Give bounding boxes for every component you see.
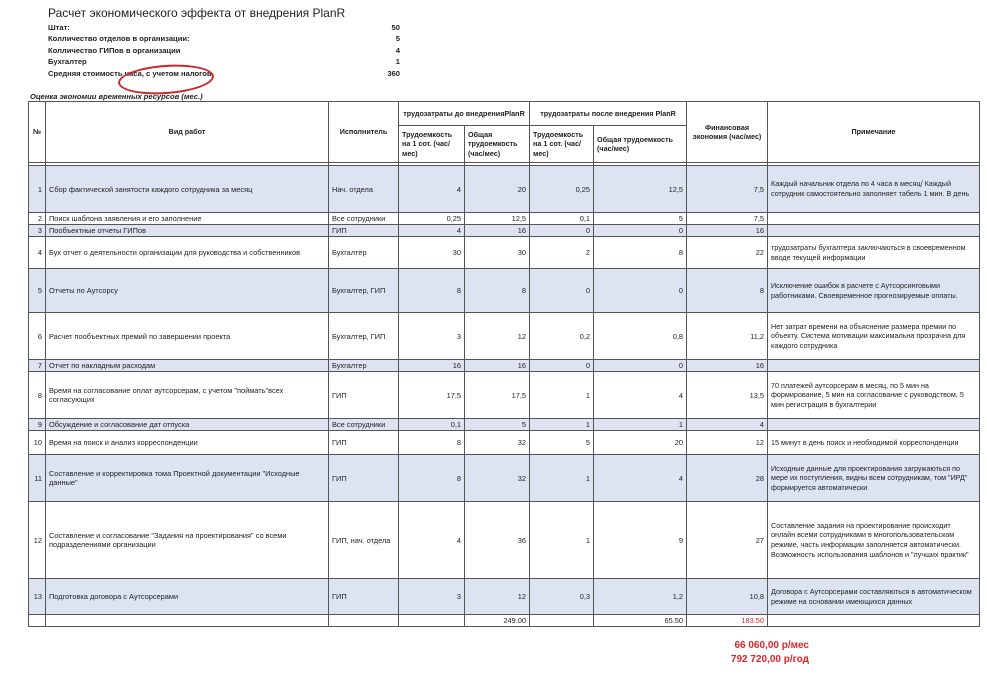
- row-work: Время на поиск и анализ корреспонденции: [46, 431, 329, 455]
- row-work: Сбор фактической занятости каждого сотрудника за месяц: [46, 166, 329, 213]
- row-savings: 8: [687, 269, 768, 313]
- row-executor: ГИП, нач. отдела: [329, 502, 399, 579]
- row-note: 15 минут в день поиск и необходимой корреспонденции: [768, 431, 980, 455]
- summary-value: 5: [395, 34, 400, 44]
- row-savings: 13,5: [687, 372, 768, 419]
- row-after-total: 20: [594, 431, 687, 455]
- row-after-total: 0: [594, 360, 687, 372]
- monthly-savings: 66 060,00 р/мес: [734, 640, 809, 651]
- table-subtitle: Оценка экономии временных ресурсов (мес.): [30, 92, 203, 101]
- header-savings: Финансовая экономия (час/мес): [687, 102, 768, 163]
- row-work: Обсуждение и согласование дат отпуска: [46, 419, 329, 431]
- row-note: Нет затрат времени на объяснение размера премии по объекту. Система мотивации максимальна прозрачна для каждого сотрудника: [768, 313, 980, 360]
- summary-label: Колличество ГИПов в организации: [48, 45, 181, 55]
- row-executor: ГИП: [329, 431, 399, 455]
- row-before-total: 16: [465, 360, 530, 372]
- row-executor: Все сотрудники: [329, 419, 399, 431]
- header-before-unit: Трудоемкость на 1 сот. (час/мес): [399, 126, 465, 163]
- row-after-unit: 0: [530, 360, 594, 372]
- total-before: 249.00: [465, 615, 530, 627]
- row-before-total: 32: [465, 431, 530, 455]
- row-after-unit: 0,3: [530, 579, 594, 615]
- row-after-unit: 0: [530, 225, 594, 237]
- row-work: Составление и корректировка тома Проектной документации "Исходные данные": [46, 455, 329, 502]
- row-before-total: 5: [465, 419, 530, 431]
- table-row: [29, 431, 980, 455]
- header-executor: Исполнитель: [329, 102, 399, 163]
- row-work: Подготовка договора с Аутсорсерами: [46, 579, 329, 615]
- row-number: 1: [29, 166, 46, 213]
- summary-value: 360: [387, 68, 400, 78]
- header-after-total: Общая трудоемкость (час/мес): [594, 126, 687, 163]
- row-after-total: 5: [594, 213, 687, 225]
- row-note: трудозатраты бухгалтера заключаються в своевременном вводе текущей информации: [768, 237, 980, 269]
- row-after-total: 4: [594, 372, 687, 419]
- row-executor: Все сотрудники: [329, 213, 399, 225]
- row-before-unit: 4: [399, 225, 465, 237]
- row-note: 70 платежей аутсорсерам в месяц, по 5 мин на формирование, 5 мин на согласование с руководством, 5 мин регистрация в бухгалтерии: [768, 372, 980, 419]
- row-savings: 11,2: [687, 313, 768, 360]
- row-before-total: 30: [465, 237, 530, 269]
- row-executor: Бухгалтер, ГИП: [329, 313, 399, 360]
- row-before-total: 12: [465, 313, 530, 360]
- total-after: 65.50: [594, 615, 687, 627]
- total-savings: 183.50: [687, 615, 768, 627]
- row-executor: ГИП: [329, 455, 399, 502]
- row-after-unit: 0,1: [530, 213, 594, 225]
- row-savings: 16: [687, 225, 768, 237]
- row-number: 5: [29, 269, 46, 313]
- row-savings: 16: [687, 360, 768, 372]
- row-after-total: 0,8: [594, 313, 687, 360]
- row-number: 13: [29, 579, 46, 615]
- summary-block: [48, 22, 400, 79]
- table-row: [29, 269, 980, 313]
- row-before-total: 36: [465, 502, 530, 579]
- summary-row-hour-cost: [48, 68, 400, 79]
- row-executor: ГИП: [329, 372, 399, 419]
- row-after-unit: 1: [530, 455, 594, 502]
- row-number: 11: [29, 455, 46, 502]
- row-after-total: 0: [594, 269, 687, 313]
- table-row: [29, 213, 980, 225]
- table-row: [29, 455, 980, 502]
- row-executor: ГИП: [329, 579, 399, 615]
- row-after-unit: 2: [530, 237, 594, 269]
- table-row: [29, 237, 980, 269]
- summary-label: Штат:: [48, 23, 70, 32]
- summary-row-accountant: [48, 56, 400, 67]
- row-before-total: 32: [465, 455, 530, 502]
- row-number: 6: [29, 313, 46, 360]
- header-before-total: Общая трудоемкость (час/мес): [465, 126, 530, 163]
- table-row: [29, 419, 980, 431]
- row-after-total: 0: [594, 225, 687, 237]
- row-after-unit: 1: [530, 502, 594, 579]
- row-work: Отчеты по Аутсорсу: [46, 269, 329, 313]
- row-savings: 7,5: [687, 166, 768, 213]
- row-before-unit: 30: [399, 237, 465, 269]
- row-savings: 27: [687, 502, 768, 579]
- row-after-unit: 1: [530, 372, 594, 419]
- yearly-savings: 792 720,00 р/год: [730, 654, 809, 665]
- row-executor: Нач. отдела: [329, 166, 399, 213]
- header-num: №: [29, 102, 46, 163]
- row-after-unit: 1: [530, 419, 594, 431]
- summary-value: 4: [395, 45, 400, 55]
- row-before-unit: 3: [399, 313, 465, 360]
- row-after-unit: 0: [530, 269, 594, 313]
- row-after-total: 12,5: [594, 166, 687, 213]
- row-note: Исключение ошибок в расчете с Аутсорсинговыми работниками. Своевременное прогнозируемые оплаты.: [768, 269, 980, 313]
- row-after-unit: 5: [530, 431, 594, 455]
- row-note: [768, 419, 980, 431]
- header-after-unit: Трудоемкость на 1 сот. (час/мес): [530, 126, 594, 163]
- row-after-unit: 0,25: [530, 166, 594, 213]
- row-work: Время на согласование оплат аутсорсерам, с учетом "поймать"всех согласующих: [46, 372, 329, 419]
- row-before-total: 12: [465, 579, 530, 615]
- row-number: 10: [29, 431, 46, 455]
- row-before-unit: 16: [399, 360, 465, 372]
- row-note: Договора с Аутсорсерами составляються в автоматическом режиме на основании имеющихся данных: [768, 579, 980, 615]
- summary-value: 50: [391, 23, 400, 32]
- row-before-total: 8: [465, 269, 530, 313]
- header-before-group: трудозатраты до внедренияPlanR: [399, 102, 530, 126]
- table-row: [29, 225, 980, 237]
- table-row: [29, 313, 980, 360]
- row-before-total: 17,5: [465, 372, 530, 419]
- row-before-total: 20: [465, 166, 530, 213]
- row-number: 2: [29, 213, 46, 225]
- row-work: Поиск шаблона заявления и его заполнение: [46, 213, 329, 225]
- row-after-total: 8: [594, 237, 687, 269]
- row-savings: 12: [687, 431, 768, 455]
- summary-row-departments: [48, 33, 400, 44]
- row-work: Пообъектные отчеты ГИПов: [46, 225, 329, 237]
- row-note: Каждый начальник отдела по 4 часа в месяц/ Каждый сотрудник самостоятельно заполняет табель 1 мин. В день: [768, 166, 980, 213]
- row-before-unit: 17,5: [399, 372, 465, 419]
- row-before-total: 16: [465, 225, 530, 237]
- row-savings: 28: [687, 455, 768, 502]
- row-executor: Бухгалтер: [329, 237, 399, 269]
- row-savings: 10,8: [687, 579, 768, 615]
- summary-row-staff: [48, 22, 400, 33]
- row-before-unit: 4: [399, 166, 465, 213]
- row-note: [768, 213, 980, 225]
- table-row: [29, 166, 980, 213]
- row-note: Составление задания на проектирование происходит онлайн всеми сотрудниками в многопользовательском режиме, часть информации заполняется автоматически. Возможность использования шаблонов и "лучших практик": [768, 502, 980, 579]
- row-note: [768, 360, 980, 372]
- table-row: [29, 502, 980, 579]
- summary-value: 1: [395, 57, 400, 67]
- row-note: [768, 225, 980, 237]
- row-after-total: 1: [594, 419, 687, 431]
- row-before-unit: 3: [399, 579, 465, 615]
- row-executor: Бухгалтер, ГИП: [329, 269, 399, 313]
- summary-label: Бухгалтер: [48, 57, 87, 67]
- row-number: 12: [29, 502, 46, 579]
- row-savings: 7,5: [687, 213, 768, 225]
- header-note: Примечание: [768, 102, 980, 163]
- row-before-unit: 8: [399, 431, 465, 455]
- row-work: Составление и согласование "Задания на проектирования" со всеми подразделениями организации: [46, 502, 329, 579]
- header-work: Вид работ: [46, 102, 329, 163]
- row-savings: 4: [687, 419, 768, 431]
- summary-row-gips: [48, 45, 400, 56]
- row-after-total: 1,2: [594, 579, 687, 615]
- row-number: 7: [29, 360, 46, 372]
- row-before-unit: 8: [399, 455, 465, 502]
- summary-label: Колличество отделов в организации:: [48, 34, 190, 44]
- row-work: Отчет по накладным расходам: [46, 360, 329, 372]
- table-row: [29, 360, 980, 372]
- row-before-unit: 8: [399, 269, 465, 313]
- row-before-unit: 0,25: [399, 213, 465, 225]
- header-after-group: трудозатраты после внедрения PlanR: [530, 102, 687, 126]
- row-number: 8: [29, 372, 46, 419]
- summary-label: Средняя стоимость часа, с учетом налогов.: [48, 68, 214, 78]
- row-savings: 22: [687, 237, 768, 269]
- row-note: Исходные данные для проектирования загружаються по мере их поступления, видны всем сотрудникам, том "ИРД" формируется автоматически: [768, 455, 980, 502]
- row-after-total: 9: [594, 502, 687, 579]
- savings-table: [28, 101, 980, 627]
- row-executor: ГИП: [329, 225, 399, 237]
- row-before-unit: 0,1: [399, 419, 465, 431]
- table-row: [29, 579, 980, 615]
- row-after-total: 4: [594, 455, 687, 502]
- row-executor: Бухгалтер: [329, 360, 399, 372]
- row-before-unit: 4: [399, 502, 465, 579]
- totals-row: [29, 615, 980, 627]
- row-work: Расчет пообъектных премий по завершении проекта: [46, 313, 329, 360]
- page-title: Расчет экономического эффекта от внедрения PlanR: [48, 6, 346, 20]
- row-work: Бух отчет о деятельности организации для руководства и собственников: [46, 237, 329, 269]
- row-before-total: 12,5: [465, 213, 530, 225]
- row-number: 9: [29, 419, 46, 431]
- row-number: 4: [29, 237, 46, 269]
- row-number: 3: [29, 225, 46, 237]
- row-after-unit: 0,2: [530, 313, 594, 360]
- table-row: [29, 372, 980, 419]
